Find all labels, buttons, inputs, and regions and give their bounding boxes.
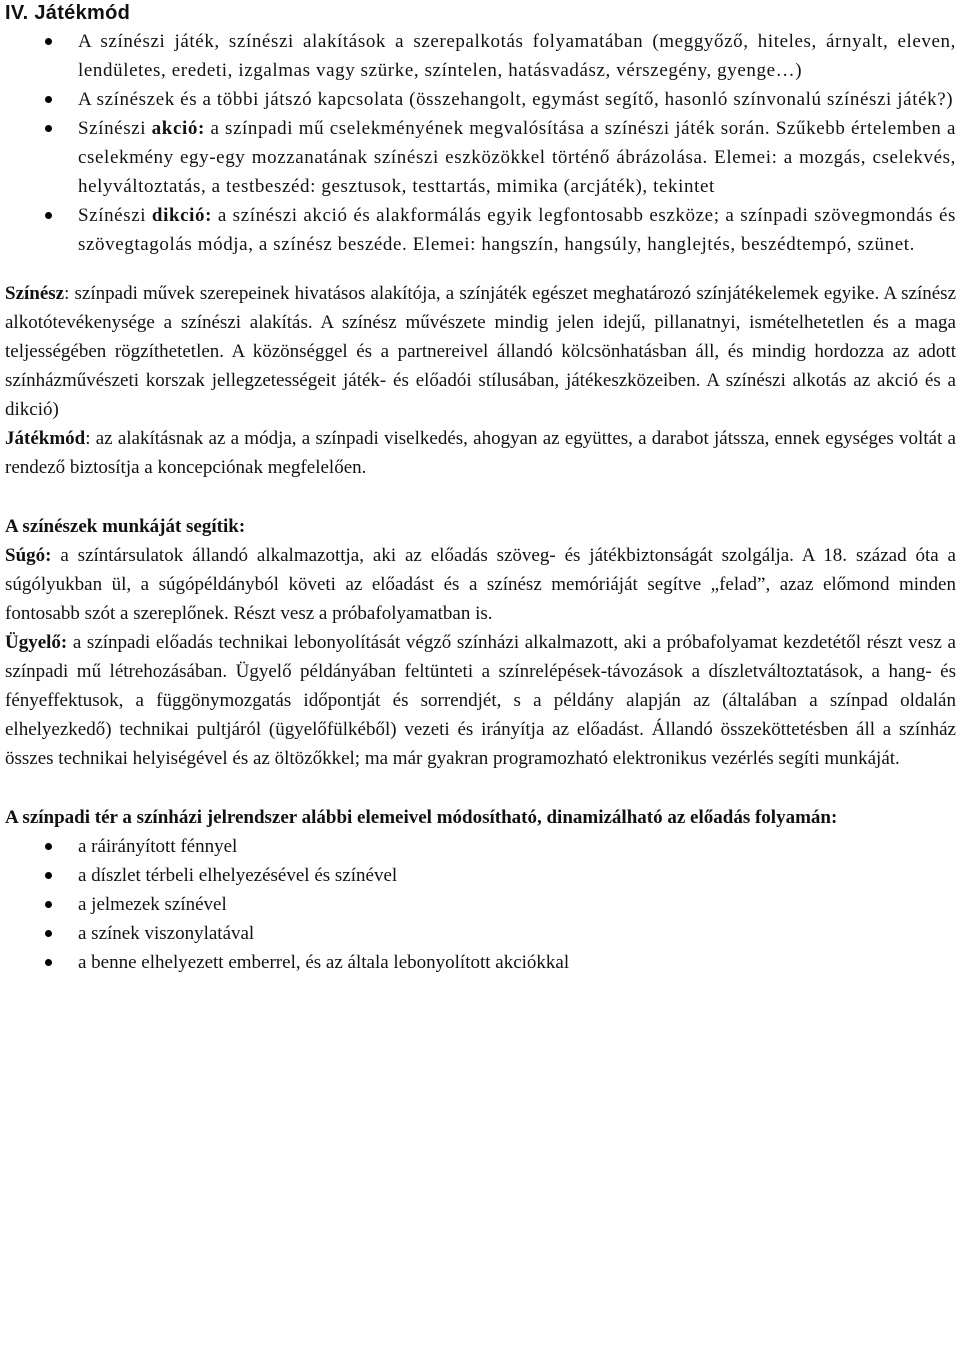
term-szinesz: Színész (5, 283, 65, 304)
term-akcio: akció: (151, 118, 205, 139)
paragraph-jatekmod: Játékmód: az alakításnak az a módja, a színpadi viselkedés, ahogyan az együttes, a darabot játssza, ennek egységes voltát a rendező biztosítja a koncepciónak megfelelően. (5, 428, 956, 478)
space-bullet-list (5, 832, 956, 977)
acting-bullet-list (5, 27, 956, 259)
term-sugo: Súgó: (5, 545, 52, 566)
list-item: a díszlet térbeli elhelyezésével és színével (5, 861, 956, 890)
list-item: a színek viszonylatával (5, 919, 956, 948)
list-item: a jelmezek színével (5, 890, 956, 919)
term-dikcio: dikció: (151, 205, 213, 226)
list-item: a ráirányított fénnyel (5, 832, 956, 861)
paragraph-sugo: Súgó: a színtársulatok állandó alkalmazottja, aki az előadás szöveg- és játékbiztonságát szolgálja. A 18. század óta a súgólyukban ül, a súgópéldányból követi az előadást és a színész memóriáját segítve „felad”, azaz előmond minden fontosabb szót a szereplőnek. Részt vesz a próbafolyamatban is. (5, 545, 956, 624)
paragraph-ugyelo: Ügyelő: a színpadi előadás technikai lebonyolítását végző színházi alkalmazott, aki a próbafolyamat kezdetétől részt vesz a színpadi mű létrehozásában. Ügyelő példányában feltünteti a színrelépések-távozások a díszletváltoztatások, a hang- és fényeffektusok, a függönymozgatás időpontját és sorrendjét, s a példány alapján az (általában a színpad oldalán elhelyezkedő) technikai pultjáról (ügyelőfülkéből) vezeti és irányítja az előadást. Állandó összeköttetésben áll a színház összes technikai helyiségével és az öltözőkkel; ma már gyakran programozható elektronikus vezérlés segíti munkáját. (5, 632, 956, 769)
list-item: a benne elhelyezett emberrel, és az általa lebonyolított akciókkal (5, 948, 956, 977)
paragraph-szinesz: Színész: színpadi művek szerepeinek hivatásos alakítója, a színjáték egészet meghatározó színjátékelemek egyike. A színész alkotótevékenysége a színészi alakítás. A színész művészete mindig jelen idejű, pillanatnyi, ismételhetetlen és a maga teljességében rögzíthetetlen. A közönséggel és a partnereivel állandó kölcsönhatásban áll, és mindig hordozza az adott színházművészeti korszak jellegzetességeit játék- és előadói stílusában, játékeszközeiben. A színészi alkotás az akció és a dikció) (5, 283, 956, 420)
list-item: A színészi játék, színészi alakítások a szerepalkotás folyamatában (meggyőző, hiteles, árnyalt, eleven, lendületes, eredeti, izgalmas vagy szürke, színtelen, hatásvadász, vérszegény, gyenge…) (5, 27, 956, 85)
list-item: Színészi akció: a színpadi mű cselekményének megvalósítása a színészi játék során. Szűkebb értelemben a cselekmény egy-egy mozzanatának színészi eszközökkel történő ábrázolása. Elemei: a mozgás, cselekvés, helyváltoztatás, a testbeszéd: gesztusok, testtartás, mimika (arcjáték), tekintet (5, 114, 956, 201)
term-jatekmod: Játékmód (5, 428, 86, 449)
list-item: A színészek és a többi játszó kapcsolata (összehangolt, egymást segítő, hasonló színvonalú színészi játék?) (5, 85, 956, 114)
space-heading: A színpadi tér a színházi jelrendszer alábbi elemeivel módosítható, dinamizálható az előadás folyamán: (5, 807, 838, 828)
section-heading: IV. Játékmód (5, 2, 131, 24)
helpers-heading: A színészek munkáját segítik: (5, 516, 246, 537)
term-ugyelo: Ügyelő: (5, 632, 68, 653)
list-item: Színészi dikció: a színészi akció és alakformálás egyik legfontosabb eszköze; a színpadi szövegmondás és szövegtagolás módja, a színész beszéde. Elemei: hangszín, hangsúly, hanglejtés, beszédtempó, szünet. (5, 201, 956, 259)
